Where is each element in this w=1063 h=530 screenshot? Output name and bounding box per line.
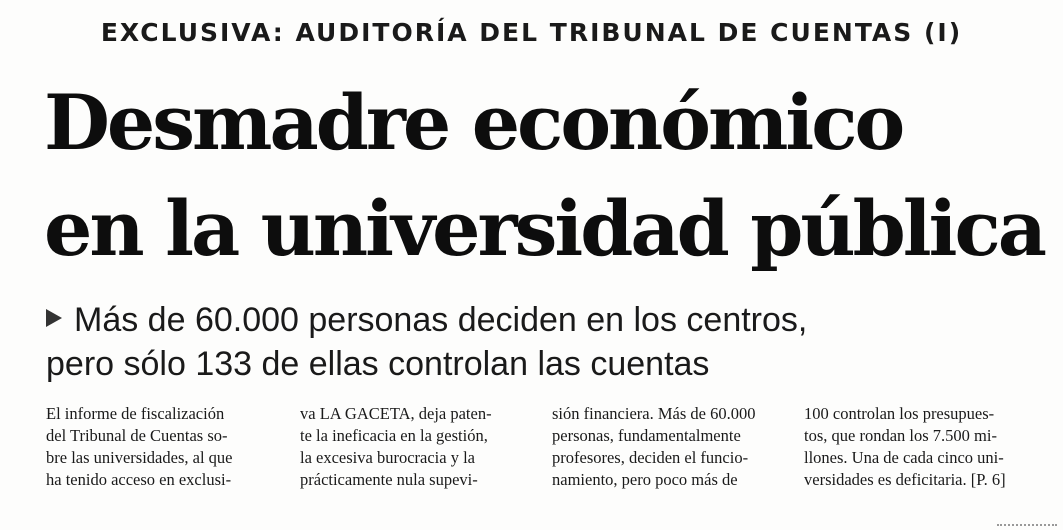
subheadline-text-1: Más de 60.000 personas deciden en los centros, [74,301,808,339]
headline [44,70,1044,282]
body-line: del Tribunal de Cuentas so- [46,426,228,445]
triangle-bullet-icon [46,309,62,327]
kicker-label: EXCLUSIVA: AUDITORÍA DEL TRIBUNAL DE CUENTAS (I) [100,18,963,47]
body-line: llones. Una de cada cinco uni- [804,448,1004,467]
body-line: ha tenido acceso en exclusi- [46,470,232,489]
body-line: va LA GACETA, deja paten- [300,404,492,423]
body-line: El informe de fiscalización [46,404,225,423]
body-line: 100 controlan los presupues- [804,404,995,423]
body-line: personas, fundamentalmente [552,426,741,445]
body-column-3 [552,403,787,491]
body-line: te la ineficacia en la gestión, [300,426,488,445]
body-line: la excesiva burocracia y la [300,448,475,467]
body-column-4 [804,403,1039,491]
body-column-1 [46,403,281,491]
body-line: bre las universidades, al que [46,448,233,467]
subheadline-line-2: pero sólo 133 de ellas controlan las cuentas [46,345,710,383]
body-column-2 [300,403,535,491]
body-line: tos, que rondan los 7.500 mi- [804,426,997,445]
subheadline [46,298,1046,386]
body-line: versidades es deficitaria. [P. 6] [804,470,1006,489]
body-line: prácticamente nula supevi- [300,470,478,489]
body-line: sión financiera. Más de 60.000 [552,404,756,423]
subheadline-line-1 [46,298,1046,342]
headline-line-1: Desmadre económico [44,78,903,167]
dotted-rule [997,524,1057,526]
body-line: namiento, pero poco más de [552,470,738,489]
headline-line-2: en la universidad pública [44,184,1045,273]
body-line: profesores, deciden el funcio- [552,448,749,467]
body-columns [46,403,1036,513]
